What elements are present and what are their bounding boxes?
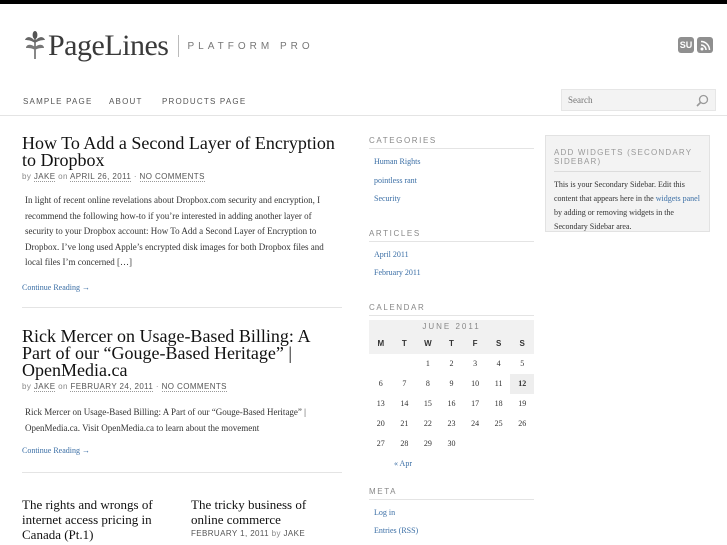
calendar-weekday: W (416, 334, 440, 354)
calendar-day: 20 (376, 419, 385, 428)
calendar-month: JUNE 2011 (369, 320, 534, 334)
comments-link[interactable]: NO COMMENTS (161, 382, 227, 391)
rss-icon[interactable] (697, 37, 713, 53)
calendar-day: 21 (400, 419, 409, 428)
author-link[interactable]: JAKE (33, 172, 56, 181)
search-icon[interactable] (696, 94, 709, 107)
calendar-weekday: T (393, 334, 417, 354)
categories-title: CATEGORIES (369, 136, 437, 145)
widget-rule (369, 148, 534, 149)
nav-sample-page[interactable]: SAMPLE PAGE (23, 97, 93, 106)
top-bar (0, 0, 727, 4)
widgets-panel-link[interactable]: widgets panel (655, 194, 700, 203)
calendar-day (487, 434, 511, 454)
site-logo[interactable] (24, 28, 314, 64)
continue-reading-link[interactable]: Continue Reading → (22, 446, 90, 455)
logo-separator (178, 35, 179, 57)
widget-rule (369, 241, 534, 242)
calendar-day: 25 (494, 419, 503, 428)
calendar-title: CALENDAR (369, 303, 426, 312)
byline-sep: · (155, 382, 159, 391)
calendar-day: 7 (402, 379, 407, 388)
byline-on: on (58, 172, 68, 181)
byline-by: by (22, 172, 32, 181)
byline-by: by (22, 382, 32, 391)
calendar-day: 1 (425, 359, 430, 368)
calendar-day: 8 (425, 379, 430, 388)
rss-glyph-icon (700, 40, 711, 51)
small-post-byline (191, 529, 341, 538)
calendar-day: 15 (423, 399, 432, 408)
secondary-sidebar (545, 135, 710, 232)
post-date[interactable]: FEBRUARY 1, 2011 (191, 529, 269, 538)
calendar-day: 2 (449, 359, 454, 368)
small-post-title[interactable]: The tricky business of online commerce (191, 497, 307, 527)
calendar-day: 19 (518, 399, 527, 408)
widget-rule (369, 315, 534, 316)
post-title[interactable]: How To Add a Second Layer of Encryption to Dropbox (22, 133, 335, 170)
calendar-day: 26 (518, 419, 527, 428)
archive-february-2011[interactable]: February 2011 (374, 268, 421, 277)
continue-reading-link[interactable]: Continue Reading → (22, 282, 90, 292)
secondary-text-before: This is your Secondary Sidebar. Edit this content that appears here in the (554, 180, 685, 203)
post-excerpt: In light of recent online revelations about Dropbox.com security and encryption, I recommend the following how-to if you’re interested in adding another layer of security to your Dropbox account: How To Add a Second Layer of Encryption to Dropbox. I’ve long used Apple’s encrypted disk images for both Dropbox files and local files I’m concerned […] (25, 195, 324, 267)
calendar-day: 17 (471, 399, 480, 408)
post-title[interactable]: Rick Mercer on Usage-Based Billing: A Part of our “Gouge-Based Heritage” | OpenMedia.ca (22, 326, 310, 380)
post-divider (22, 472, 342, 473)
search-box (561, 89, 716, 111)
calendar-weekday: M (369, 334, 393, 354)
secondary-text-after: by adding or removing widgets in the Secondary Sidebar area. (554, 208, 674, 231)
small-post-title[interactable]: The rights and wrongs of internet access pricing in Canada (Pt.1) (22, 497, 153, 542)
calendar-day: 18 (494, 399, 503, 408)
archive-april-2011[interactable]: April 2011 (374, 250, 409, 259)
calendar-day: 4 (496, 359, 501, 368)
author-link[interactable]: JAKE (283, 529, 306, 538)
calendar-day: 27 (376, 439, 385, 448)
meta-entries-rss[interactable]: Entries (RSS) (374, 526, 419, 535)
nav-products-page[interactable]: PRODUCTS PAGE (162, 97, 247, 106)
post-byline (22, 382, 342, 391)
calendar-day: 9 (449, 379, 454, 388)
meta-title: META (369, 487, 398, 496)
calendar-day: 13 (376, 399, 385, 408)
widget-rule (369, 499, 534, 500)
secondary-sidebar-title: ADD WIDGETS (SECONDARY SIDEBAR) (554, 148, 693, 166)
nav-about[interactable]: ABOUT (109, 97, 143, 106)
post-byline (22, 172, 342, 181)
logo-subtitle: PLATFORM PRO (187, 40, 314, 52)
calendar-day: 24 (471, 419, 480, 428)
calendar-day: 6 (378, 379, 383, 388)
stumbleupon-icon[interactable]: SU (678, 37, 694, 53)
post-excerpt: Rick Mercer on Usage-Based Billing: A Part of our “Gouge-Based Heritage” | OpenMedia.ca. Visit OpenMedia.ca to learn about the movement (25, 407, 306, 433)
calendar-day (393, 354, 417, 374)
calendar-day (369, 354, 393, 374)
calendar-today: 12 (510, 374, 534, 394)
calendar-day: 16 (447, 399, 456, 408)
post-date[interactable]: APRIL 26, 2011 (70, 172, 132, 181)
calendar-weekday: T (440, 334, 464, 354)
author-link[interactable]: JAKE (33, 382, 56, 391)
calendar-day: 30 (447, 439, 456, 448)
calendar-day: 22 (423, 419, 432, 428)
byline-on: on (58, 382, 68, 391)
logo-wordmark: PageLines (48, 29, 169, 62)
post-date[interactable]: FEBRUARY 24, 2011 (70, 382, 154, 391)
calendar-day: 28 (400, 439, 409, 448)
calendar-weekday: F (463, 334, 487, 354)
category-human-rights[interactable]: Human Rights (374, 157, 421, 166)
calendar-day: 3 (473, 359, 478, 368)
secondary-sidebar-text (554, 178, 701, 234)
meta-login[interactable]: Log in (374, 508, 396, 517)
calendar-day: 23 (447, 419, 456, 428)
calendar-day: 29 (423, 439, 432, 448)
post-2 (22, 328, 342, 455)
calendar-day: 10 (471, 379, 480, 388)
calendar-day (510, 434, 534, 454)
post-1 (22, 135, 342, 292)
byline-sep: · (133, 172, 137, 181)
comments-link[interactable]: NO COMMENTS (139, 172, 205, 181)
category-security[interactable]: Security (374, 194, 401, 203)
calendar (369, 320, 534, 454)
small-post-2 (191, 497, 341, 538)
calendar-prev-link[interactable]: « Apr (394, 459, 412, 468)
calendar-day: 11 (494, 379, 503, 388)
leaf-logo-icon (24, 31, 46, 61)
calendar-weekday: S (510, 334, 534, 354)
calendar-day: 5 (520, 359, 525, 368)
post-divider (22, 307, 342, 308)
calendar-day (463, 434, 487, 454)
small-post-1 (22, 497, 172, 542)
social-icons (678, 37, 713, 53)
calendar-grid (369, 334, 534, 454)
byline-by: by (271, 529, 281, 538)
secondary-rule (554, 171, 701, 172)
category-pointless-rant[interactable]: pointless rant (374, 176, 417, 185)
articles-title: ARTICLES (369, 229, 421, 238)
main-nav (0, 88, 727, 116)
calendar-weekday: S (487, 334, 511, 354)
search-input[interactable] (562, 90, 682, 110)
calendar-day: 14 (400, 399, 409, 408)
